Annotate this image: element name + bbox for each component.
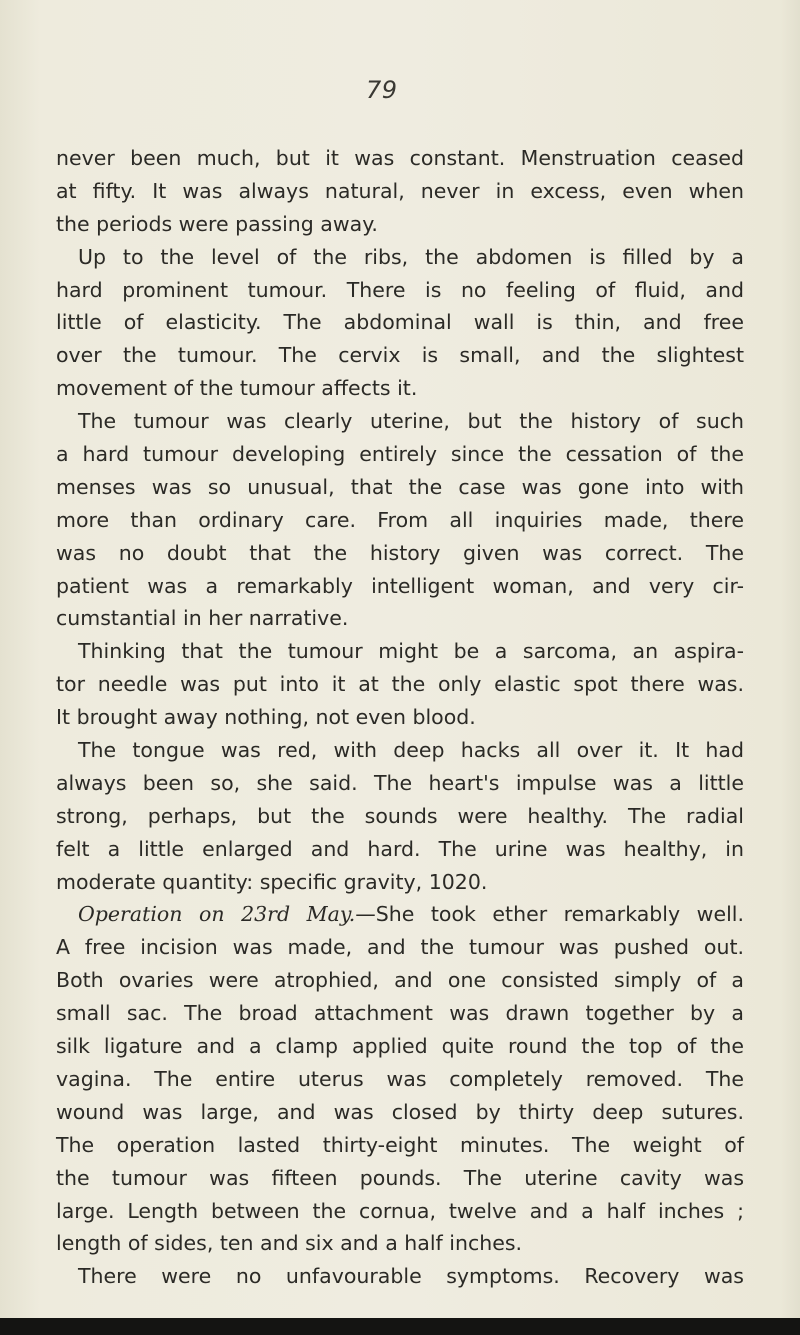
text-line [56,833,744,866]
line-text: Thinking that the tumour might be a sarcoma, an aspira- [78,639,744,664]
page-number: 79 [366,76,398,104]
line-text: The operation lasted thirty-eight minutes. The weight of [56,1132,744,1157]
line-text: over the tumour. The cervix is small, and the slightest [56,343,744,368]
text-line [56,372,744,405]
line-text: The tumour was clearly uterine, but the history of such [78,409,744,434]
text-line [56,1195,744,1228]
italic-heading: Operation on 23rd May. [78,902,356,927]
text-line [56,1227,744,1260]
line-text: felt a little enlarged and hard. The urine was healthy, in [56,836,744,861]
line-text: was no doubt that the history given was correct. The [56,540,744,565]
body-text [56,142,744,1293]
text-line [56,635,744,668]
text-line [56,767,744,800]
text-line [56,1129,744,1162]
text-line [56,866,744,899]
line-text: the periods were passing away. [56,211,378,236]
text-line [56,175,744,208]
text-line [56,997,744,1030]
line-text: —She took ether remarkably well. [355,902,744,927]
text-line [56,898,744,931]
text-line [56,1030,744,1063]
text-line [56,1096,744,1129]
line-text: It brought away nothing, not even blood. [56,705,476,730]
line-text: There were no unfavourable symptoms. Recovery was [78,1264,744,1289]
line-text: patient was a remarkably intelligent woman, and very cir- [56,573,744,598]
text-line [56,1162,744,1195]
text-line [56,734,744,767]
text-line [56,438,744,471]
line-text: always been so, she said. The heart's impulse was a little [56,770,744,795]
text-line [56,504,744,537]
line-text: large. Length between the cornua, twelve and a half inches ; [56,1198,744,1223]
text-line [56,537,744,570]
line-text: menses was so unusual, that the case was gone into with [56,474,744,499]
line-text: Both ovaries were atrophied, and one consisted simply of a [56,968,744,993]
text-line [56,964,744,997]
line-text: a hard tumour developing entirely since the cessation of the [56,442,744,467]
line-text: The tongue was red, with deep hacks all over it. It had [78,738,744,763]
text-line [56,241,744,274]
line-text: the tumour was fifteen pounds. The uterine cavity was [56,1165,744,1190]
line-text: moderate quantity: specific gravity, 1020. [56,869,488,894]
line-text: at fifty. It was always natural, never in excess, even when [56,178,744,203]
text-line [56,208,744,241]
text-line [56,931,744,964]
text-line [56,1063,744,1096]
line-text: strong, perhaps, but the sounds were healthy. The radial [56,803,744,828]
line-text: A free incision was made, and the tumour was pushed out. [56,935,744,960]
bottom-edge-shadow [0,1318,800,1335]
text-line [56,306,744,339]
line-text: never been much, but it was constant. Menstruation ceased [56,146,744,170]
text-line [56,800,744,833]
line-text: tor needle was put into it at the only elastic spot there was. [56,672,744,697]
text-line [56,339,744,372]
text-line [56,602,744,635]
text-line [56,274,744,307]
line-text: Up to the level of the ribs, the abdomen is filled by a [78,244,744,269]
line-text: hard prominent tumour. There is no feeling of fluid, and [56,277,744,302]
text-line [56,142,744,175]
line-text: small sac. The broad attachment was drawn together by a [56,1001,744,1026]
line-text: more than ordinary care. From all inquiries made, there [56,507,744,532]
text-line [56,570,744,603]
line-text: length of sides, ten and six and a half inches. [56,1231,523,1256]
line-text: movement of the tumour affects it. [56,376,418,401]
line-text: silk ligature and a clamp applied quite round the top of the [56,1034,744,1059]
text-line [56,668,744,701]
text-line [56,1260,744,1293]
line-text: cumstantial in her narrative. [56,606,349,631]
line-text: little of elasticity. The abdominal wall is thin, and free [56,310,744,335]
text-line [56,405,744,438]
text-line [56,471,744,504]
line-text: vagina. The entire uterus was completely removed. The [56,1066,744,1091]
text-line [56,701,744,734]
line-text: wound was large, and was closed by thirty deep sutures. [56,1099,744,1124]
